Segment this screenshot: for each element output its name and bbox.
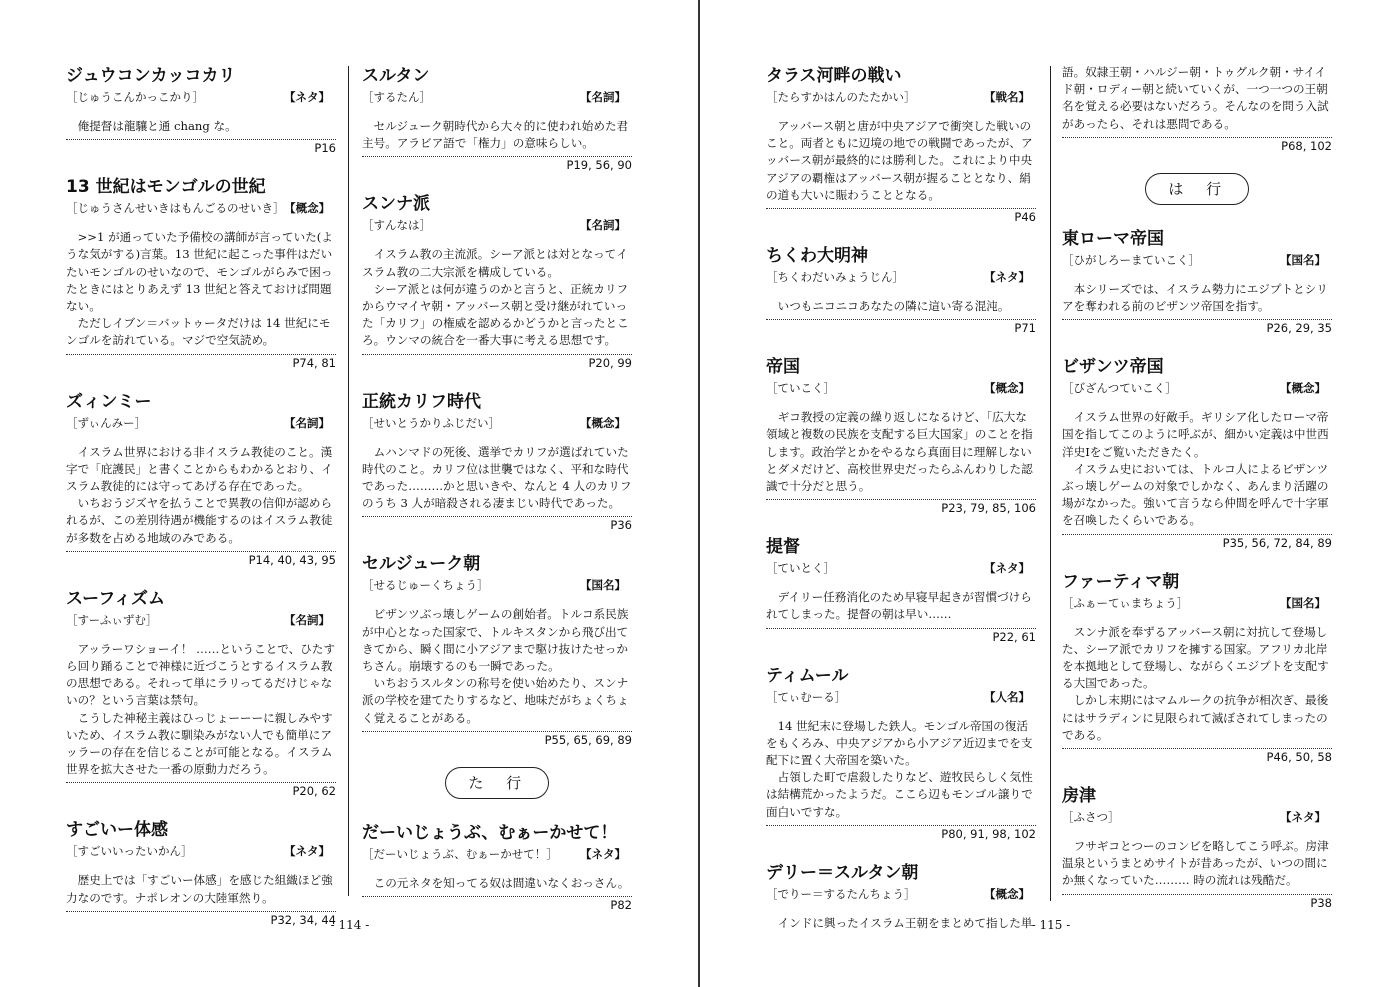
entry-paragraph: セルジューク朝時代から大々的に使われ始めた君主号。アラビア語で「権力」の意味らしい。 — [362, 119, 629, 151]
entry-body — [66, 229, 336, 349]
entry-paragraph: >>1 が通っていた予備校の講師が言っていた(ような気がする)言葉。13 世紀に起こった事件はだいたいモンゴルのせいなので、モンゴルがらみで困ったときにはとりあえず 13 世紀と答えておけば問題ない。 — [66, 230, 333, 314]
glossary-entry — [1062, 784, 1332, 910]
glossary-entry — [1062, 570, 1332, 764]
entry-heading: 13 世紀はモンゴルの世紀 — [66, 177, 266, 198]
page-reference: P74, 81 — [66, 354, 336, 370]
page-reference: P46, 50, 58 — [1062, 748, 1332, 764]
right-page-column-1 — [766, 64, 1036, 952]
page-reference: P20, 62 — [66, 782, 336, 798]
entry-category: 【ネタ】 — [984, 561, 1030, 576]
entry-heading: ビザンツ帝国 — [1062, 357, 1164, 378]
entry-meta — [766, 380, 1036, 397]
entry-reading: ［だーいじょうぶ、むぁーかせて！］ — [362, 846, 558, 861]
entry-meta — [362, 217, 632, 234]
entry-category: 【概念】 — [284, 201, 331, 216]
entry-paragraph: イスラム史においては、トルコ人によるビザンツぶっ壊しゲームの対象でしかなく、あんまり活躍の場がなかった。強いて言うなら仲間を呼んで十字軍を召喚したくらいである。 — [1062, 461, 1329, 528]
entry-paragraph: デイリー任務消化のため早寝早起きが習慣づけられてしまった。提督の朝は早い…… — [766, 590, 1032, 622]
entry-paragraph: ただしイブン＝バットゥータだけは 14 世紀にモンゴルを訪れている。マジで空気読め。 — [66, 316, 331, 348]
entry-paragraph: 歴史上では「すごいー体感」を感じた組織ほど強力なのです。ナポレオンの大陸軍然り。 — [66, 873, 333, 905]
glossary-entry — [766, 861, 1036, 932]
entry-meta — [766, 269, 1036, 286]
right-page — [700, 0, 1398, 987]
entry-reading: ［すごいいったいかん］ — [66, 844, 193, 859]
glossary-entry — [66, 587, 336, 799]
glossary-entry — [66, 390, 336, 567]
page-reference: P82 — [362, 896, 632, 912]
entry-category: 【国名】 — [1280, 252, 1326, 267]
entry-body — [362, 246, 632, 349]
glossary-entry — [766, 355, 1036, 515]
entry-category: 【国名】 — [1280, 595, 1326, 610]
entry-heading: セルジューク朝 — [362, 554, 481, 575]
glossary-entry — [766, 244, 1036, 335]
page-reference: P14, 40, 43, 95 — [66, 551, 336, 567]
entry-paragraph: イスラム世界における非イスラム教徒のこと。漢字で「庇護民」と書くことからもわかるとおり、イスラム教徒的には守ってあげる存在であった。 — [66, 444, 333, 494]
entry-heading: ジュウコンカッコカリ — [66, 66, 236, 86]
glossary-entry — [362, 821, 632, 912]
entry-reading: ［せるじゅーくちょう］ — [362, 578, 489, 593]
entry-heading: 東ローマ帝国 — [1062, 228, 1164, 249]
entry-meta — [66, 89, 336, 106]
entry-body — [1062, 409, 1332, 529]
entry-meta — [66, 415, 336, 432]
entry-heading: すごいー体感 — [66, 820, 168, 841]
entry-category: 【ネタ】 — [580, 846, 626, 861]
page-number: - 114 - — [330, 918, 370, 932]
page-reference: P23, 79, 85, 106 — [766, 499, 1036, 515]
entry-reading: ［びざんつていこく］ — [1062, 381, 1177, 396]
entry-paragraph: こうした神秘主義はひっじょーーーに親しみやすいため、イスラム教に馴染みがない人でも簡単にアッラーの存在を信じることが可能となる。イスラム世界を拡大させた一番の原動力だろう。 — [66, 710, 333, 777]
entry-reading: ［ちくわだいみょうじん］ — [766, 270, 904, 285]
page-reference: P32, 34, 44 — [66, 911, 336, 927]
entry-paragraph: イスラム世界の好敵手。ギリシア化したローマ帝国を指してこのように呼ぶが、細かい定義は中世西洋史Ⅰをご覧いただきたく。 — [1062, 410, 1329, 459]
entry-category: 【国名】 — [580, 578, 626, 593]
entry-category: 【ネタ】 — [284, 844, 330, 859]
entry-meta — [1062, 252, 1332, 269]
entry-heading: スルタン — [362, 66, 430, 86]
page-reference: P22, 61 — [766, 628, 1036, 644]
glossary-entry — [362, 64, 632, 172]
column-divider — [1050, 66, 1051, 901]
page-reference: P55, 65, 69, 89 — [362, 731, 632, 747]
entry-meta — [362, 89, 632, 106]
entry-paragraph: 俺提督は龍驤と通 chang な。 — [77, 119, 237, 133]
entry-paragraph: シーア派とは何が違うのかと言うと、正統カリフからウマイヤ朝・アッバース朝と受け継がれていった「カリフ」の権威を認めるかどうかと言ったところ。ウンマの統合を一番大事に考える思想です。 — [362, 281, 629, 348]
entry-reading: ［じゅうさんせいきはもんごるのせいき］ — [66, 201, 285, 216]
left-page-column-1 — [66, 64, 336, 947]
entry-paragraph: いちおうジズヤを払うことで異教の信仰が認められるが、この差別待遇が機能するのはイスラム教徒が多数を占める地域のみである。 — [66, 496, 333, 545]
entry-reading: ［たらすかはんのたたかい］ — [766, 90, 916, 104]
entry-meta — [362, 577, 632, 594]
entry-paragraph: アッラーワショーイ！ ……ということで、ひたすら回り踊ることで神様に近づこうとするイスラム教の思想である。それって単にラリってるだけじゃないの？という言葉は禁句。 — [66, 641, 336, 708]
entry-body — [766, 589, 1036, 623]
entry-meta — [766, 886, 1036, 903]
entry-heading: タラス河畔の戦い — [766, 66, 902, 86]
entry-heading: ズィンミー — [66, 391, 152, 412]
entry-body — [362, 118, 632, 152]
page-reference: P71 — [766, 319, 1036, 335]
entry-category: 【名詞】 — [580, 90, 626, 104]
entry-paragraph: フサギコとつーのコンビを略してこう呼ぶ。房津温泉というまとめサイトが昔あったが、いつの間にか無くなっていた……… 時の流れは残酷だ。 — [1062, 839, 1329, 888]
entry-paragraph: この元ネタを知ってる奴は間違いなくおっさん。 — [373, 875, 630, 890]
right-page-column-2 — [1062, 64, 1332, 930]
entry-heading: デリー＝スルタン朝 — [766, 862, 919, 883]
glossary-entry — [66, 818, 336, 926]
page-reference: P36 — [362, 516, 632, 532]
entry-category: 【名詞】 — [580, 218, 626, 233]
entry-body — [1062, 64, 1332, 133]
entry-reading: ［すーふぃずむ］ — [66, 612, 158, 627]
entry-category: 【ネタ】 — [1280, 810, 1326, 825]
entry-body — [766, 118, 1036, 204]
glossary-entry — [766, 664, 1036, 841]
entry-reading: ［てぃむーる］ — [766, 689, 847, 704]
page-reference: P19, 56, 90 — [362, 156, 632, 172]
entry-reading: ［せいとうかりふじだい］ — [362, 415, 500, 430]
entry-category: 【人名】 — [984, 689, 1030, 704]
entry-reading: ［ていこく］ — [766, 381, 835, 396]
entry-heading: ティムール — [766, 665, 849, 686]
entry-paragraph: ギコ教授の定義の繰り返しになるけど、「広大な領域と複数の民族を支配する巨大国家」のことを指します。政治学とかをやるなら真面目に理解しないとダメだけど、高校世界史だったらふんわりした認識で十分だと思う。 — [766, 410, 1033, 494]
entry-meta — [66, 843, 336, 860]
entry-category: 【ネタ】 — [284, 90, 330, 104]
glossary-entry — [1062, 227, 1332, 335]
page-reference: P38 — [1062, 894, 1332, 910]
entry-body — [66, 641, 336, 779]
glossary-entry — [362, 390, 632, 533]
entry-body — [766, 915, 1036, 932]
entry-body — [66, 118, 336, 135]
entry-body — [362, 875, 632, 892]
entry-heading: 帝国 — [766, 357, 800, 378]
entry-body — [362, 606, 632, 726]
entry-paragraph: アッバース朝と唐が中央アジアで衝突した戦いのこと。両者ともに辺境の地での戦闘であったが、アッバース朝が最終的には勝利した。これにより中央アジアの覇権はアッバース朝が握ることとなり、絹の道も大いに賑わうこととなる。 — [766, 119, 1033, 202]
entry-body — [766, 718, 1036, 821]
entry-meta — [1062, 809, 1332, 826]
entry-paragraph: いちおうスルタンの称号を使い始めたり、スンナ派の学校を建てたりするなど、地味だがちょくちょく覚えることがある。 — [362, 676, 629, 725]
entry-paragraph: イスラム教の主流派。シーア派とは対となってイスラム教の二大宗派を構成している。 — [362, 247, 628, 279]
entry-reading: ［ずぃんみー］ — [66, 415, 147, 430]
entry-meta — [766, 560, 1036, 577]
entry-heading: スーフィズム — [66, 588, 165, 609]
entry-category: 【戦名】 — [984, 90, 1030, 104]
entry-body — [1062, 281, 1332, 315]
entry-category: 【概念】 — [1280, 381, 1326, 396]
entry-paragraph: 語。奴隷王朝・ハルジー朝・トゥグルク朝・サイイド朝・ロディー朝と続いていくが、一つ一つの王朝名を覚える必要はないだろう。そんなのを問う入試があったら、それは悪問である。 — [1062, 65, 1329, 131]
entry-meta — [66, 612, 336, 629]
entry-category: 【名詞】 — [284, 415, 330, 430]
page-reference: P46 — [766, 208, 1036, 224]
entry-meta — [1062, 595, 1332, 612]
glossary-entry — [1062, 64, 1332, 153]
entry-body — [66, 872, 336, 906]
entry-category: 【概念】 — [984, 886, 1030, 901]
entry-heading: スンナ派 — [362, 194, 430, 215]
entry-reading: ［ひがしろーまていこく］ — [1062, 252, 1200, 267]
entry-category: 【概念】 — [580, 415, 626, 430]
entry-reading: ［じゅうこんかっこかり］ — [66, 90, 204, 104]
glossary-entry — [66, 175, 336, 369]
entry-paragraph: ムハンマドの死後、選挙でカリフが選ばれていた時代のこと。カリフ位は世襲ではなく、平和な時代であった………かと思いきや、なんと 4 人のカリフのうち 3 人が暗殺される凄まじい時代であった。 — [362, 444, 632, 511]
entry-meta — [766, 689, 1036, 706]
section-header: は 行 — [1145, 173, 1250, 205]
entry-meta — [362, 846, 632, 863]
glossary-entry — [362, 552, 632, 746]
entry-paragraph: いつもニコニコあなたの隣に這い寄る混沌。 — [777, 299, 1010, 314]
entry-body — [362, 444, 632, 513]
page-reference: P16 — [66, 139, 336, 155]
glossary-entry — [766, 535, 1036, 643]
entry-body — [66, 444, 336, 547]
entry-reading: ［するたん］ — [362, 90, 431, 104]
entry-reading: ［ふぁーてぃまちょう］ — [1062, 595, 1189, 610]
page-reference: P20, 99 — [362, 354, 632, 370]
glossary-entry — [766, 64, 1036, 224]
entry-body — [1062, 624, 1332, 744]
entry-heading: 房津 — [1062, 786, 1096, 807]
glossary-entry — [1062, 355, 1332, 549]
entry-paragraph: インドに興ったイスラム王朝をまとめて指した単 — [777, 915, 1033, 930]
entry-body — [766, 298, 1036, 315]
entry-paragraph: 占領した町で虐殺したりなど、遊牧民らしく気性は結構荒かったようだ。ここら辺もモンゴル譲りで面白いですな。 — [766, 770, 1033, 819]
entry-paragraph: 14 世紀末に登場した鉄人。モンゴル帝国の復活をもくろみ、中央アジアから小アジア近辺までを支配下に置く大帝国を築いた。 — [766, 718, 1033, 768]
glossary-entry — [66, 64, 336, 155]
glossary-entry — [362, 192, 632, 369]
section-header: た 行 — [445, 767, 550, 799]
entry-meta — [766, 89, 1036, 106]
entry-reading: ［ふさつ］ — [1062, 810, 1120, 825]
entry-meta — [66, 200, 336, 217]
entry-paragraph: しかし末期にはマムルークの抗争が相次ぎ、最後にはサラディンに見限られて滅ぼされてしまったのである。 — [1062, 693, 1329, 742]
entry-heading: だーいじょうぶ、むぁーかせて！ — [362, 822, 618, 843]
page-reference: P80, 91, 98, 102 — [766, 825, 1036, 841]
page-number: - 115 - — [1031, 918, 1071, 932]
entry-reading: ［ていとく］ — [766, 561, 835, 576]
entry-meta — [362, 415, 632, 432]
page-reference: P35, 56, 72, 84, 89 — [1062, 534, 1332, 550]
entry-heading: ファーティマ朝 — [1062, 571, 1180, 592]
entry-category: 【ネタ】 — [984, 270, 1030, 285]
entry-reading: ［すんなは］ — [362, 218, 431, 233]
entry-reading: ［でりー＝するたんちょう］ — [766, 886, 916, 901]
entry-heading: 提督 — [766, 537, 800, 558]
entry-category: 【概念】 — [984, 381, 1030, 396]
entry-body — [766, 409, 1036, 495]
entry-heading: 正統カリフ時代 — [362, 391, 481, 412]
left-page-column-2 — [362, 64, 632, 932]
entry-paragraph: ビザンツぶっ壊しゲームの創始者。トルコ系民族が中心となった国家で、トルキスタンから飛び出てきてから、瞬く間に小アジアまで駆け抜けたせっかちさん。崩壊するのも一瞬であった。 — [362, 607, 629, 674]
entry-body — [1062, 838, 1332, 890]
entry-meta — [1062, 380, 1332, 397]
page-reference: P26, 29, 35 — [1062, 319, 1332, 335]
page-reference: P68, 102 — [1062, 137, 1332, 153]
entry-heading: ちくわ大明神 — [766, 246, 868, 267]
entry-category: 【名詞】 — [284, 612, 330, 627]
entry-paragraph: 本シリーズでは、イスラム勢力にエジプトとシリアを奪われる前のビザンツ帝国を指す。 — [1062, 281, 1328, 314]
column-divider — [348, 66, 349, 896]
entry-paragraph: スンナ派を奉ずるアッバース朝に対抗して登場した、シーア派でカリフを擁する国家。アフリカ北岸を本拠地として登場し、ながらくエジプトを支配する大国であった。 — [1062, 624, 1329, 691]
